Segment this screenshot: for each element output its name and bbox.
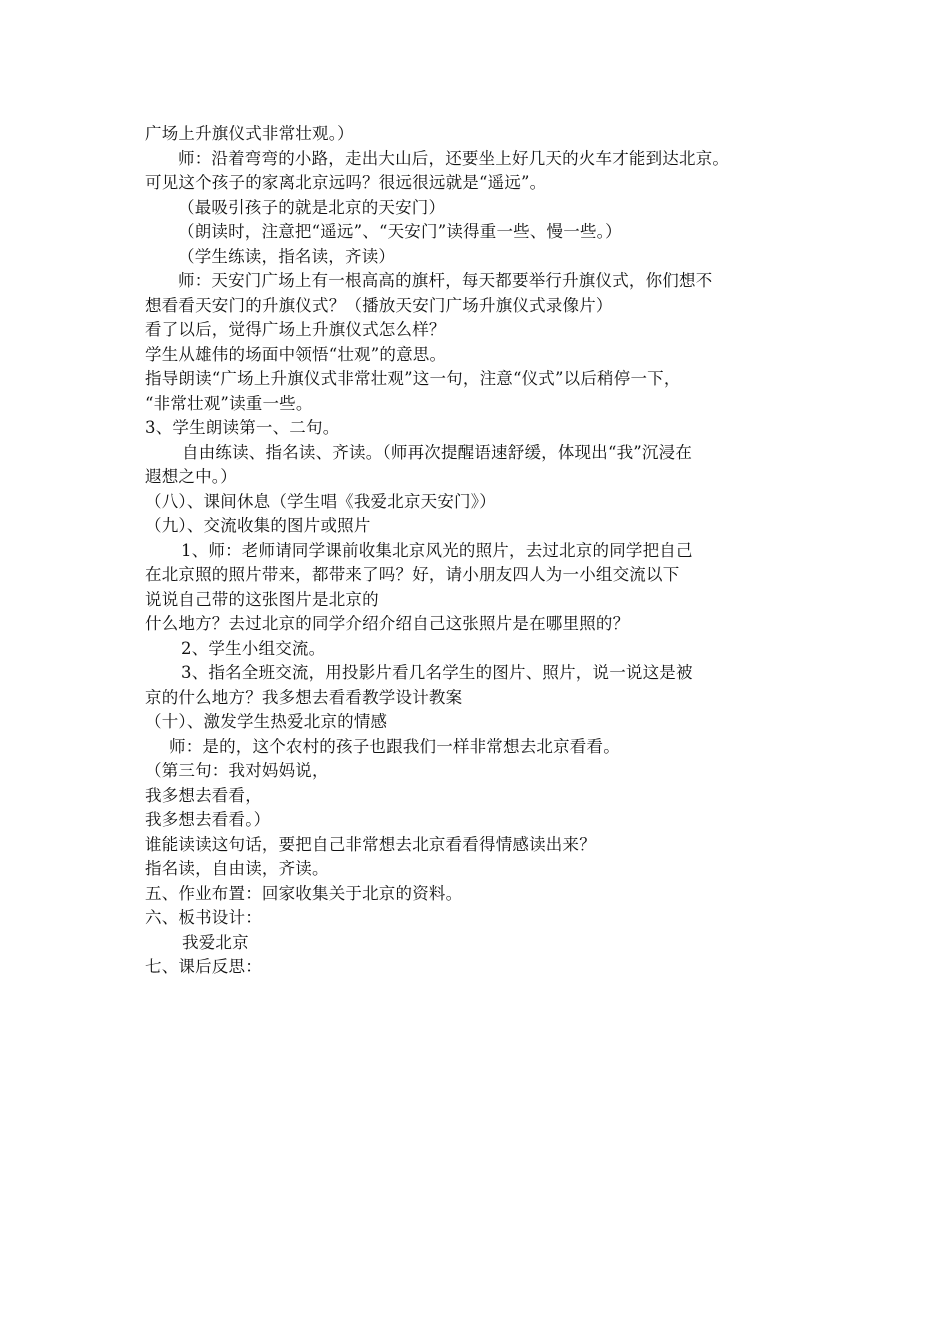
text-line: 3、指名全班交流，用投影片看几名学生的图片、照片，说一说这是被 — [181, 663, 693, 682]
text-line: 看了以后，觉得广场上升旗仪式怎么样？ — [145, 320, 446, 339]
text-line: 我多想去看看， — [145, 785, 262, 805]
text-line: 想看看天安门的升旗仪式？（播放天安门广场升旗仪式录像片） — [145, 295, 613, 315]
text-line: 可见这个孩子的家离北京远吗？很远很远就是“遥远”。 — [145, 173, 547, 192]
text-line: 3、学生朗读第一、二句。 — [145, 418, 340, 437]
text-line: （学生练读，指名读，齐读） — [178, 246, 396, 266]
text-line: 京的什么地方？我多想去看看教学设计教案 — [145, 687, 463, 707]
text-line: “非常壮观”读重一些。 — [145, 393, 313, 413]
text-line: 我多想去看看。） — [145, 810, 271, 829]
blackboard-title: 我爱北京 — [182, 932, 249, 952]
text-line: 自由练读、指名读、齐读。（师再次提醒语速舒缓，体现出“我”沉浸在 — [182, 442, 693, 462]
text-line: 2、学生小组交流。 — [181, 638, 326, 658]
text-line: 1、师：老师请同学课前收集北京风光的照片，去过北京的同学把自己 — [181, 540, 693, 560]
section-heading: 七、课后反思： — [145, 957, 262, 976]
text-line: 广场上升旗仪式非常壮观。） — [145, 124, 354, 143]
section-heading: （十）、激发学生热爱北京的情感 — [145, 712, 388, 731]
text-line: 说说自己带的这张图片是北京的 — [145, 589, 379, 609]
text-line: 什么地方？去过北京的同学介绍介绍自己这张照片是在哪里照的？ — [145, 614, 630, 633]
section-heading: （八）、课间休息（学生唱《我爱北京天安门》） — [145, 491, 496, 511]
text-line: 遐想之中。） — [145, 467, 237, 486]
text-line: （朗读时，注意把“遥远”、“天安门”读得重一些、慢一些。） — [178, 222, 622, 241]
document-body — [145, 122, 825, 980]
section-heading: 五、作业布置：回家收集关于北京的资料。 — [145, 883, 463, 903]
text-line: 师：沿着弯弯的小路，走出大山后，还要坐上好几天的火车才能到达北京。 — [178, 148, 730, 168]
text-line: 谁能读读这句话，要把自己非常想去北京看看得情感读出来？ — [145, 834, 596, 854]
text-line: （第三句：我对妈妈说， — [145, 761, 329, 780]
text-line: （最吸引孩子的就是北京的天安门） — [178, 197, 446, 217]
text-line: 在北京照的照片带来，都带来了吗？好，请小朋友四人为一小组交流以下 — [145, 565, 680, 584]
text-line: 指导朗读“广场上升旗仪式非常壮观”这一句，注意“仪式”以后稍停一下， — [145, 369, 681, 388]
text-line: 师：是的，这个农村的孩子也跟我们一样非常想去北京看看。 — [169, 736, 620, 756]
text-line: 指名读，自由读，齐读。 — [145, 859, 329, 878]
text-line: 学生从雄伟的场面中领悟“壮观”的意思。 — [145, 344, 447, 364]
section-heading: （九）、交流收集的图片或照片 — [145, 516, 371, 535]
section-heading: 六、板书设计： — [145, 908, 262, 927]
text-line: 师：天安门广场上有一根高高的旗杆，每天都要举行升旗仪式，你们想不 — [178, 271, 713, 290]
